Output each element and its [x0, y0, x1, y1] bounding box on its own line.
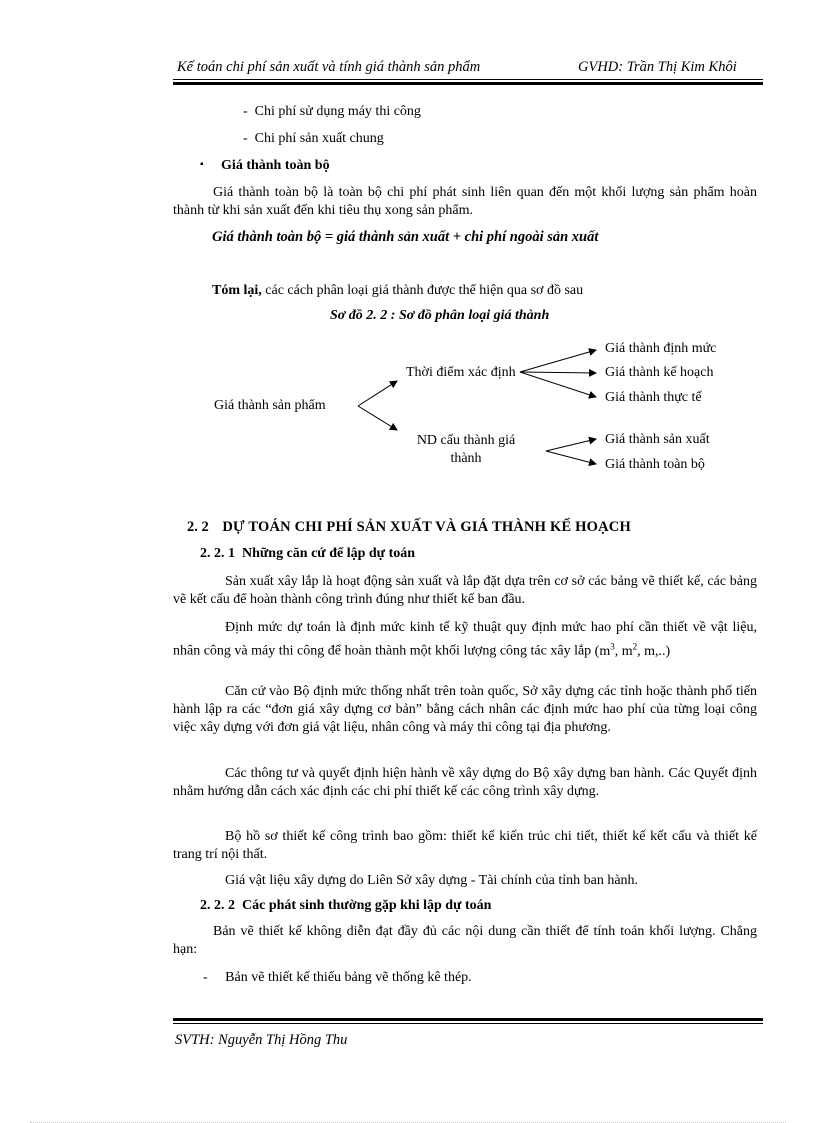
paragraph: Bộ hồ sơ thiết kế công trình bao gồm: thiết kế kiến trúc chi tiết, thiết kế kết cấu và thiết kế trang trí nội thất. — [173, 829, 757, 862]
arrow-content-to-total — [546, 451, 596, 464]
subsection-title: Các phát sinh thường gặp khi lập dự toán — [242, 898, 492, 913]
list-text: Chi phí sử dụng máy thi công — [254, 104, 421, 119]
header-left-title: Kế toán chi phí sản xuất và tính giá thành sản phẩm — [177, 59, 481, 75]
paragraph: Các thông tư và quyết định hiện hành về xây dựng do Bộ xây dựng ban hành. Các Quyết định nhằm hướng dẫn cách xác định các chi phí thiết kế các công trình xây dựng. — [173, 766, 757, 799]
list-item — [203, 970, 472, 986]
diagram-leaf-norm: Giá thành định mức — [605, 341, 717, 356]
square-bullet-icon: ▪ — [200, 159, 204, 170]
diagram-title: Sơ đồ 2. 2 : Sơ đồ phân loại giá thành — [330, 308, 550, 323]
paragraph: Căn cứ vào Bộ định mức thống nhất trên toàn quốc, Sở xây dựng các tỉnh hoặc thành phố tiến hành lập ra các “đơn giá xây dựng cơ bản” bằng cách nhân các định mức hao phí của từng loại công việc xây dựng với đơn giá vật liệu, nhân công và máy thi công tại địa phương. — [173, 684, 757, 735]
diagram-leaf-plan: Giá thành kế hoạch — [605, 365, 714, 380]
paragraph — [173, 619, 757, 661]
list-dash: - — [243, 131, 248, 146]
subsection-heading-1 — [200, 546, 415, 562]
diagram-leaf-production: Giá thành sản xuất — [605, 432, 710, 447]
arrow-time-to-norm — [520, 350, 596, 372]
list-text: Chi phí sản xuất chung — [254, 131, 384, 146]
summary-rest: các cách phân loại giá thành được thể hiện qua sơ đồ sau — [261, 283, 584, 298]
paragraph-issues: Bản vẽ thiết kế không diễn đạt đầy đủ các nội dung cần thiết để tính toán khối lượng. Chẳng hạn: — [173, 924, 757, 957]
arrow-time-to-plan — [520, 372, 596, 373]
section-number: 2. 2 — [187, 519, 209, 535]
section-heading — [187, 519, 631, 536]
footer-rule-thick — [173, 1018, 763, 1021]
units: ($m^3$, $m^2$, m,..) — [594, 641, 671, 659]
arrow-root-to-content — [358, 406, 397, 430]
subsection-title: Những căn cứ để lập dự toán — [242, 546, 416, 561]
section-title: DỰ TOÁN CHI PHÍ SẢN XUẤT VÀ GIÁ THÀNH KẾ HOẠCH — [222, 519, 631, 535]
arrow-root-to-time — [358, 381, 397, 406]
summary-lead: Tóm lại, — [212, 283, 262, 298]
list-dash: - — [243, 104, 248, 119]
list-dash: - — [203, 970, 208, 985]
paragraph: Sản xuất xây lắp là hoạt động sản xuất và lắp đặt dựa trên cơ sở các bảng vẽ thiết kế, các bảng vẽ kết cấu để hoàn thành công trình đúng như thiết kế ban đầu. — [173, 574, 757, 607]
diagram-branch-content — [404, 432, 528, 468]
arrow-time-to-actual — [520, 372, 596, 397]
list-text: Bản vẽ thiết kế thiếu bảng vẽ thống kê thép. — [225, 970, 472, 985]
diagram-branch-content-line2: thành — [450, 451, 482, 466]
arrow-content-to-production — [546, 439, 596, 451]
footer-rule-thin — [173, 1023, 763, 1024]
subsection-number: 2. 2. 1 — [200, 546, 235, 561]
footer-student: SVTH: Nguyễn Thị Hồng Thu — [175, 1032, 348, 1048]
paragraph-total-cost: Giá thành toàn bộ là toàn bộ chi phí phát sinh liên quan đến một khối lượng sản phẩm hoàn thành từ khi sản xuất đến khi tiêu thụ xong sản phẩm. — [173, 185, 757, 218]
diagram-branch-content-line1: ND cấu thành giá — [416, 433, 516, 448]
diagram-branch-time: Thời điểm xác định — [406, 365, 516, 380]
formula: Giá thành toàn bộ = giá thành sản xuất + chi phí ngoài sản xuất — [212, 229, 599, 245]
subsection-number: 2. 2. 2 — [200, 898, 235, 913]
paragraph: Giá vật liệu xây dựng do Liên Sở xây dựng - Tài chính của tỉnh ban hành. — [225, 873, 639, 888]
diagram-leaf-actual: Giá thành thực tế — [605, 390, 702, 405]
bullet-heading-text: Giá thành toàn bộ — [221, 158, 330, 173]
diagram-leaf-total: Giá thành toàn bộ — [605, 457, 705, 472]
subsection-heading-2 — [200, 898, 491, 914]
paragraph-text: Định mức dự toán là định mức kinh tế kỹ thuật quy định mức hao phí cần thiết về vật liệu, nhân công và máy thi công để hoàn thành một khối lượng công tác xây lắp — [173, 620, 757, 659]
header-right-supervisor: GVHD: Trần Thị Kim Khôi — [578, 59, 737, 75]
diagram-root: Giá thành sản phẩm — [214, 398, 326, 413]
